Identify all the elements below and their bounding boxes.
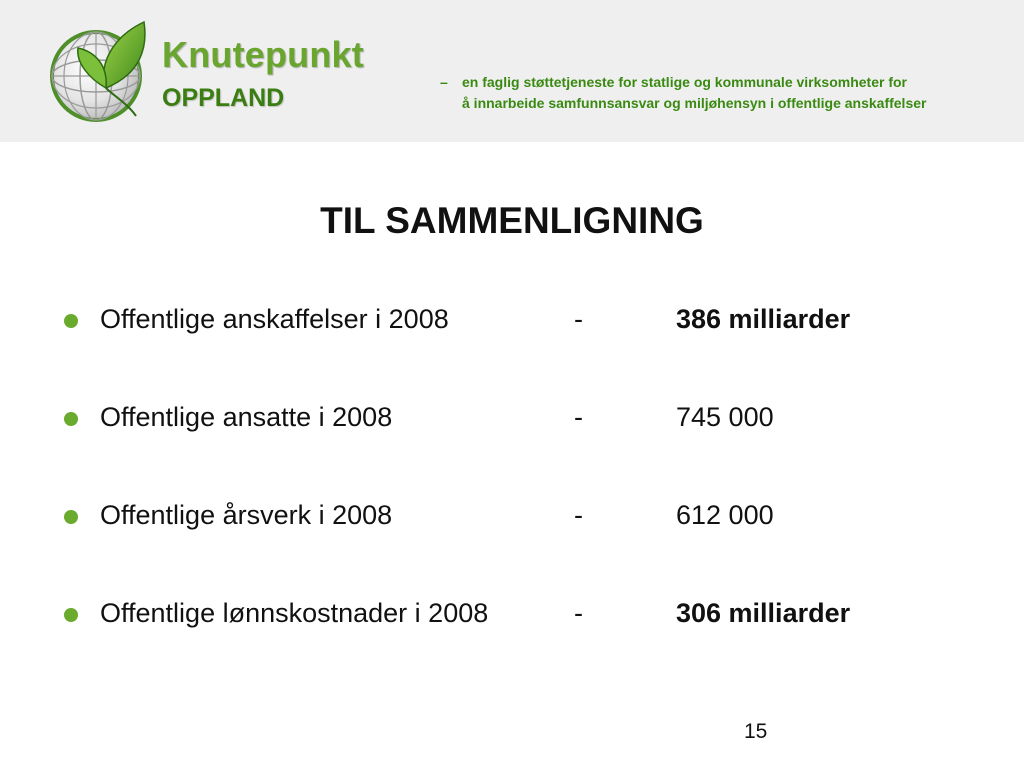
bullet-value: 306 milliarder: [676, 598, 851, 628]
bullet-label: Offentlige ansatte i 2008: [100, 402, 393, 432]
bullet-label: Offentlige anskaffelser i 2008: [100, 304, 449, 334]
header-band: [0, 0, 1024, 142]
bullet-dot-icon: [64, 314, 78, 328]
tagline: [440, 72, 926, 114]
slide-title: TIL SAMMENLIGNING: [320, 200, 704, 241]
bullet-value: 386 milliarder: [676, 304, 851, 334]
bullet-label: Offentlige lønnskostnader i 2008: [100, 598, 489, 628]
bullet-dot-icon: [64, 608, 78, 622]
bullet-value: 745 000: [676, 402, 774, 432]
brand-subtitle: OPPLAND: [162, 84, 285, 112]
bullet-dash: -: [574, 598, 583, 628]
page-number: 15: [744, 720, 768, 743]
bullet-item: [62, 594, 962, 692]
bullet-value: 612 000: [676, 500, 774, 530]
bullet-dot-icon: [64, 412, 78, 426]
bullet-item: [62, 300, 962, 398]
brand-name: Knutepunkt: [162, 34, 364, 75]
bullet-list: [62, 300, 962, 692]
globe-butterfly-logo-icon: [48, 18, 158, 130]
bullet-dot-icon: [64, 510, 78, 524]
bullet-label: Offentlige årsverk i 2008: [100, 500, 393, 530]
bullet-item: [62, 496, 962, 594]
tagline-line-1: [440, 72, 926, 93]
bullet-dash: -: [574, 402, 583, 432]
tagline-line-1-text: en faglig støttetjeneste for statlige og kommunale virksomheter for: [462, 74, 907, 90]
bullet-dash: -: [574, 500, 583, 530]
bullet-dash: -: [574, 304, 583, 334]
tagline-dash: –: [440, 74, 448, 90]
bullet-item: [62, 398, 962, 496]
tagline-line-2: å innarbeide samfunnsansvar og miljøhensyn i offentlige anskaffelser: [462, 95, 927, 111]
